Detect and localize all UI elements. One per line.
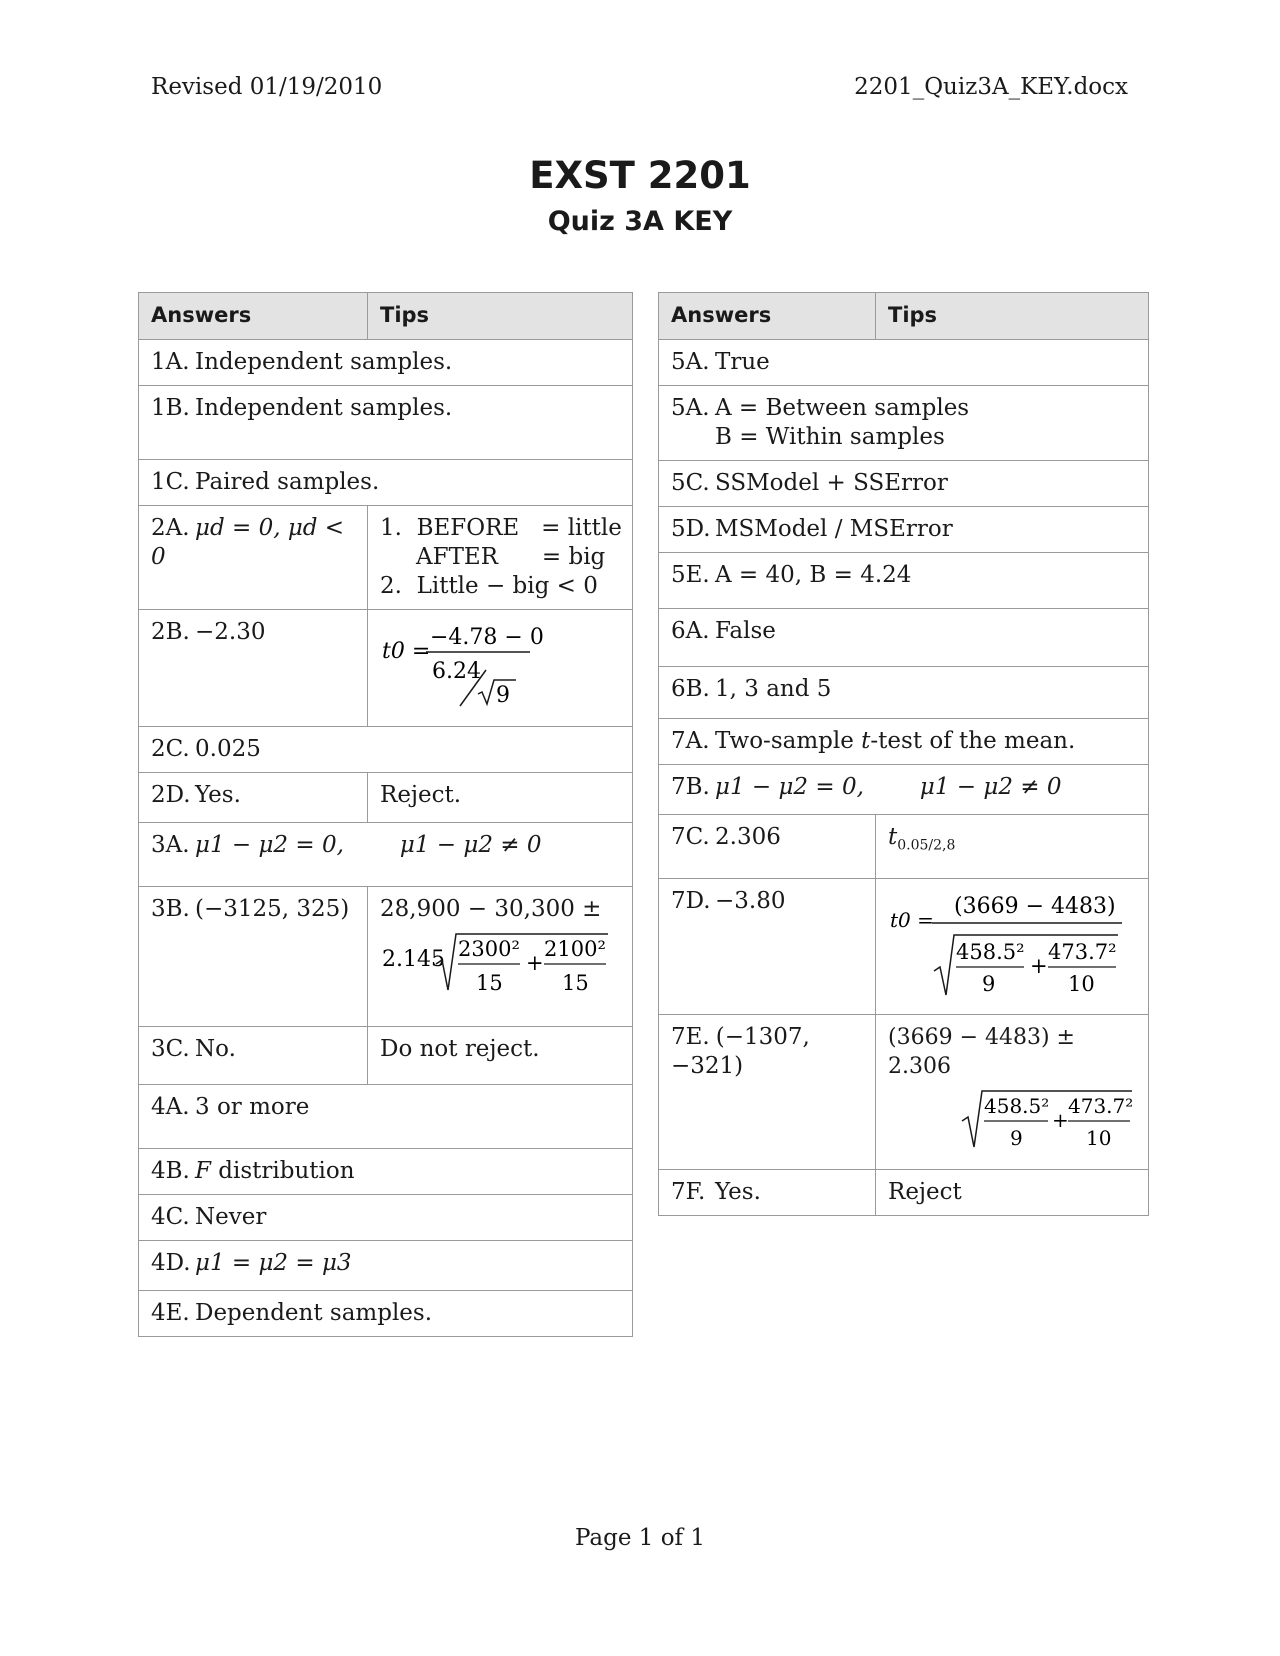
- answer: −2.30: [195, 619, 266, 645]
- item-number: 5E.: [671, 562, 710, 588]
- item-number: 2A.: [151, 515, 190, 541]
- answer: 0.025: [195, 736, 261, 762]
- item-number: 2D.: [151, 782, 191, 808]
- fraction-b-numerator: 2100²: [544, 937, 606, 961]
- tip: Reject: [876, 1170, 1149, 1216]
- table-row: [659, 719, 1149, 765]
- tip-line: 2. Little − big < 0: [380, 573, 598, 599]
- plus-sign: +: [1030, 954, 1048, 978]
- t-statistic-formula: [888, 887, 1138, 997]
- item-number: 4D.: [151, 1250, 191, 1276]
- fraction-a-numerator: 2300²: [458, 937, 520, 961]
- table-row: [139, 1291, 633, 1337]
- right-answer-table: [658, 292, 1149, 1216]
- tips-header: Tips: [876, 293, 1149, 340]
- item-number: 7A.: [671, 728, 710, 754]
- table-row: [659, 765, 1149, 815]
- answer: Paired samples.: [195, 469, 380, 495]
- table-row: [139, 823, 633, 887]
- item-number: 3C.: [151, 1036, 190, 1062]
- formula-denominator: 6.24: [432, 659, 481, 684]
- file-name: 2201_Quiz3A_KEY.docx: [854, 74, 1128, 100]
- formula-root: 9: [496, 683, 510, 708]
- table-row: [139, 887, 633, 1027]
- standard-error-formula: [888, 1081, 1138, 1153]
- tip: Reject.: [368, 773, 633, 823]
- answer: distribution: [210, 1158, 355, 1184]
- table-row: [659, 340, 1149, 386]
- formula-lhs: t0 =: [382, 639, 431, 664]
- answer: μ1 − μ2 = 0,: [715, 774, 864, 800]
- answer: (−3125, 325): [195, 896, 350, 922]
- answer: 2.306: [715, 824, 781, 850]
- table-row: [139, 460, 633, 506]
- plus-sign: +: [526, 951, 544, 975]
- answer-alternative: μ1 − μ2 ≠ 0: [399, 832, 542, 858]
- fraction-b-denominator: 10: [1068, 972, 1095, 996]
- tip-line: 28,900 − 30,300 ±: [380, 896, 602, 922]
- item-number: 1A.: [151, 349, 190, 375]
- course-title: EXST 2201: [529, 154, 751, 197]
- item-number: 7B.: [671, 774, 710, 800]
- answers-header: Answers: [659, 293, 876, 340]
- item-number: 4A.: [151, 1094, 190, 1120]
- item-number: 7F.: [671, 1179, 706, 1205]
- table-row: [659, 609, 1149, 667]
- table-row: [139, 727, 633, 773]
- item-number: 2B.: [151, 619, 190, 645]
- formula-numerator: (3669 − 4483): [954, 894, 1116, 919]
- item-number: 3A.: [151, 832, 190, 858]
- multiplier: 2.145: [382, 947, 445, 972]
- item-number: 5A.: [671, 349, 710, 375]
- answer-italic: F: [195, 1158, 211, 1184]
- answer: SSModel + SSError: [715, 470, 948, 496]
- answer: MSModel / MSError: [715, 516, 953, 542]
- formula-numerator: −4.78 − 0: [430, 625, 544, 650]
- answers-header: Answers: [139, 293, 368, 340]
- table-row: [659, 386, 1149, 461]
- item-number: 5A.: [671, 395, 710, 421]
- quiz-title: Quiz 3A KEY: [547, 206, 733, 237]
- fraction-a-denominator: 15: [476, 971, 503, 995]
- answer: 1, 3 and 5: [715, 676, 832, 702]
- table-row: [139, 1241, 633, 1291]
- answer: −3.80: [715, 888, 786, 914]
- table-row: [659, 507, 1149, 553]
- tip-line: AFTER = big: [416, 544, 606, 570]
- answer: Yes.: [195, 782, 241, 808]
- fraction-b-numerator: 473.7²: [1068, 1094, 1134, 1118]
- answer: μ1 = μ2 = μ3: [195, 1250, 352, 1276]
- plus-sign: +: [1052, 1108, 1069, 1132]
- item-number: 1C.: [151, 469, 190, 495]
- table-row: [659, 1015, 1149, 1170]
- table-row: [139, 1149, 633, 1195]
- item-number: 3B.: [151, 896, 190, 922]
- item-number: 5D.: [671, 516, 711, 542]
- item-number: 2C.: [151, 736, 190, 762]
- answer: A = 40, B = 4.24: [715, 562, 912, 588]
- answer: Independent samples.: [195, 395, 453, 421]
- table-row: [139, 1085, 633, 1149]
- item-number: 7C.: [671, 824, 710, 850]
- answer: A = Between samples: [715, 395, 970, 421]
- item-number: 7D.: [671, 888, 711, 914]
- revised-date: Revised 01/19/2010: [151, 74, 383, 100]
- tip: Do not reject.: [368, 1027, 633, 1085]
- item-number: 4E.: [151, 1300, 190, 1326]
- table-row: [659, 815, 1149, 879]
- answer-line-2: B = Within samples: [715, 424, 945, 450]
- table-row: [659, 879, 1149, 1015]
- fraction-a-numerator: 458.5²: [956, 940, 1025, 964]
- table-row: [659, 1170, 1149, 1216]
- answer: False: [715, 618, 776, 644]
- answer: μ1 − μ2 = 0,: [195, 832, 344, 858]
- tip-line: (3669 − 4483) ± 2.306: [888, 1025, 1075, 1079]
- answer: Independent samples.: [195, 349, 453, 375]
- answer: Dependent samples.: [195, 1300, 433, 1326]
- answer: (−1307, −321): [671, 1024, 810, 1079]
- table-row: [659, 553, 1149, 609]
- item-number: 1B.: [151, 395, 190, 421]
- fraction-b-denominator: 15: [562, 971, 589, 995]
- answer-alternative: μ1 − μ2 ≠ 0: [919, 774, 1062, 800]
- item-number: 6A.: [671, 618, 710, 644]
- formula-lhs: t0 =: [890, 908, 934, 932]
- critical-value-symbol: t: [888, 824, 898, 850]
- table-row: [139, 773, 633, 823]
- critical-value-subscript: 0.05/2,8: [897, 837, 956, 854]
- table-row: [139, 340, 633, 386]
- t-statistic-formula: [380, 618, 560, 710]
- fraction-b-denominator: 10: [1086, 1126, 1112, 1150]
- answer: μd = 0, μd < 0: [151, 515, 345, 570]
- page-number: Page 1 of 1: [574, 1525, 706, 1551]
- answer-prefix: Two-sample: [715, 728, 862, 754]
- answer: 3 or more: [195, 1094, 310, 1120]
- answer-italic: t: [861, 728, 871, 754]
- table-row: [139, 506, 633, 610]
- answer: Yes.: [715, 1179, 761, 1205]
- fraction-a-denominator: 9: [982, 972, 996, 996]
- fraction-a-denominator: 9: [1010, 1126, 1023, 1150]
- tip-line: 1. BEFORE = little: [380, 515, 622, 541]
- table-row: [139, 610, 633, 727]
- confidence-interval-formula: [380, 924, 620, 1004]
- table-row: [659, 667, 1149, 719]
- table-row: [139, 1027, 633, 1085]
- fraction-a-numerator: 458.5²: [984, 1094, 1050, 1118]
- answer: Never: [195, 1204, 267, 1230]
- item-number: 4C.: [151, 1204, 190, 1230]
- fraction-b-numerator: 473.7²: [1048, 940, 1117, 964]
- answer: No.: [195, 1036, 236, 1062]
- answer: True: [715, 349, 770, 375]
- table-row: [659, 461, 1149, 507]
- table-row: [139, 386, 633, 460]
- table-header-row: [139, 293, 633, 340]
- table-row: [139, 1195, 633, 1241]
- item-number: 5C.: [671, 470, 710, 496]
- left-answer-table: [138, 292, 633, 1337]
- item-number: 7E.: [671, 1024, 710, 1050]
- tips-header: Tips: [368, 293, 633, 340]
- table-header-row: [659, 293, 1149, 340]
- item-number: 4B.: [151, 1158, 190, 1184]
- answer: -test of the mean.: [870, 728, 1076, 754]
- item-number: 6B.: [671, 676, 710, 702]
